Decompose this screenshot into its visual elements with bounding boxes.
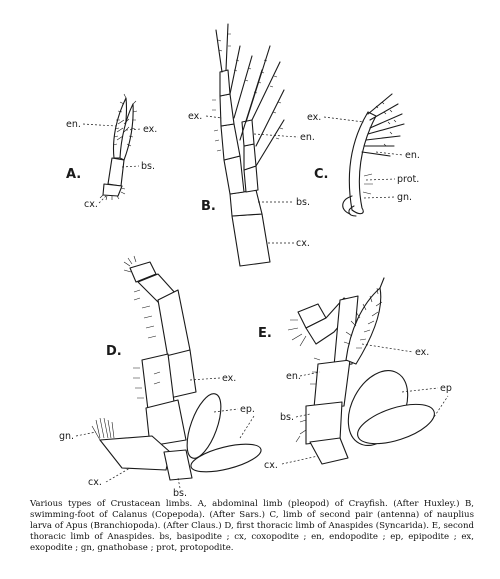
panel-e-label-ex: ex.: [415, 347, 430, 358]
panel-b-label-bs: bs.: [296, 197, 310, 208]
panel-b-label-ex: ex.: [188, 111, 203, 122]
panel-a-label-en: en.: [66, 119, 81, 130]
panel-b-letter: B.: [201, 199, 216, 214]
panel-d-letter: D.: [106, 344, 122, 359]
panel-b-drawing: [212, 24, 284, 266]
panel-e-drawing: [288, 278, 439, 464]
panel-a-label-bs: bs.: [141, 161, 155, 172]
panel-e-label-cx: cx.: [264, 460, 278, 471]
panel-c-label-en: en.: [405, 150, 420, 161]
panel-d-drawing: [92, 256, 264, 480]
panel-c-label-prot: prot.: [397, 174, 420, 185]
panel-b-label-cx: cx.: [296, 238, 310, 249]
panel-a-label-ex: ex.: [143, 124, 158, 135]
panel-c-label-ex: ex.: [307, 112, 322, 123]
panel-d-label-bs: bs.: [173, 488, 187, 499]
panel-c-label-gn: gn.: [397, 192, 413, 203]
panel-b-label-en: en.: [300, 132, 315, 143]
panel-a-drawing: [100, 94, 137, 200]
panel-c-letter: C.: [314, 167, 329, 182]
panel-e-label-bs: bs.: [280, 412, 294, 423]
panel-d-label-gn: gn.: [59, 431, 75, 442]
panel-e-label-ep: ep: [440, 383, 452, 394]
panel-d-label-ex: ex.: [222, 373, 237, 384]
panel-a-label-cx: cx.: [84, 199, 98, 210]
panel-a-letter: A.: [66, 167, 82, 182]
panel-d-label-ep: ep.: [240, 404, 255, 415]
panel-e-letter: E.: [258, 326, 272, 341]
figure-caption: Various types of Crustacean limbs. A, abdominal limb (pleopod) of Crayfish. (After Huxley.) B, swimming-foot of Calanus (Copepoda). (After Sars.) C, limb of second pair (antenna) of nauplius larva of Apus (Branchiopoda). (After Claus.) D, first thoracic limb of Anaspides (Syncarida). E, second thoracic limb of Anaspides. bs, basipodite ; cx, coxopodite ; en, endopodite ; ep, epipodite ; ex, exopodite ; gn, gnathobase ; prot, protopodite.: [30, 499, 474, 553]
panel-d-label-cx: cx.: [88, 477, 102, 488]
panel-e-label-en: en.: [286, 371, 301, 382]
